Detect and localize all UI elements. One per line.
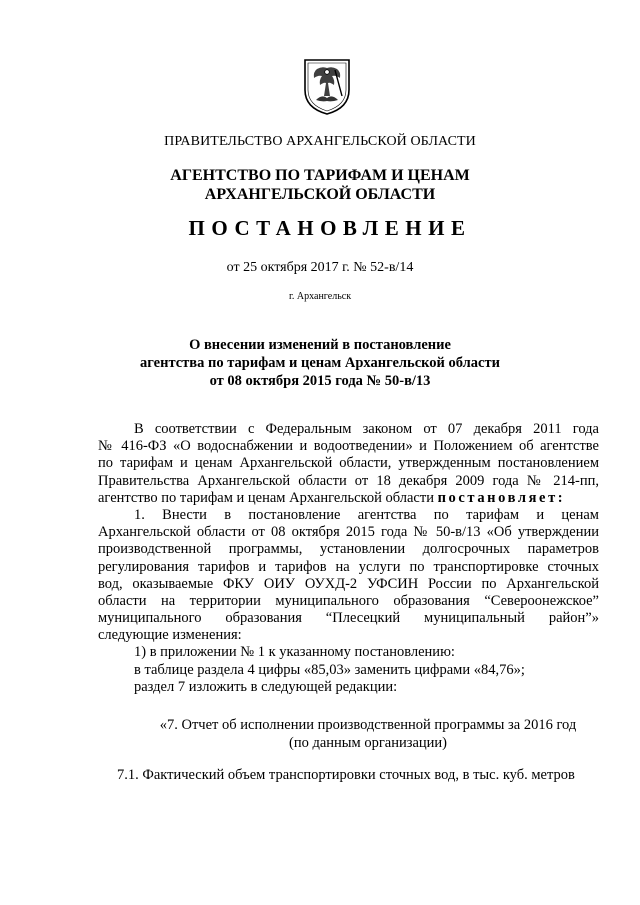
body-line: № 416-ФЗ «О водоснабжении и водоотведении» и Положением об агентстве — [98, 438, 599, 455]
section-title-line1: «7. Отчет об исполнении производственной программы за 2016 год — [159, 717, 577, 733]
body-line-resolution — [98, 490, 599, 507]
body-line: 1. Внести в постановление агентства по тарифам и ценам — [134, 506, 599, 523]
document-type: ПОСТАНОВЛЕНИЕ — [188, 216, 472, 240]
body-line: Архангельской области от 08 октября 2015 года № 50-в/13 «Об утверждении — [98, 524, 599, 541]
subsection-heading: 7.1. Фактический объем транспортировки сточных вод, в тыс. куб. метров — [117, 767, 575, 783]
resolves-word: постановляет: — [437, 489, 566, 506]
section-title — [98, 716, 638, 752]
body-line: Правительства Архангельской области от 18 декабря 2009 года № 214-пп, — [98, 472, 599, 489]
government-name: ПРАВИТЕЛЬСТВО АРХАНГЕЛЬСКОЙ ОБЛАСТИ — [164, 134, 476, 149]
body-line: по тарифам и ценам Архангельской области, утвержденным постановлением — [98, 455, 599, 472]
agency-name — [0, 166, 640, 204]
list-item: 1) в приложении № 1 к указанному постановлению: — [134, 644, 455, 661]
agency-name-line1: АГЕНТСТВО ПО ТАРИФАМ И ЦЕНАМ — [170, 167, 470, 184]
document-date-number: от 25 октября 2017 г. № 52-в/14 — [226, 260, 414, 275]
body-line: производственной программы, установлении долгосрочных параметров — [98, 541, 599, 558]
body-line: вод, оказываемые ФКУ ОИУ ОУХД-2 УФСИН России по Архангельской — [98, 575, 599, 592]
body-line: следующие изменения: — [98, 627, 242, 644]
document-body — [98, 421, 599, 696]
subject-line2: агентства по тарифам и ценам Архангельской области — [140, 355, 500, 371]
document-city: г. Архангельск — [288, 291, 352, 302]
body-line: области на территории муниципального образования “Североонежское” — [98, 592, 599, 609]
subject-line1: О внесении изменений в постановление — [189, 337, 451, 353]
body-line-text: агентство по тарифам и ценам Архангельской области — [98, 489, 434, 506]
list-item: в таблице раздела 4 цифры «85,03» заменить цифрами «84,76»; — [134, 661, 525, 678]
agency-name-line2: АРХАНГЕЛЬСКОЙ ОБЛАСТИ — [204, 186, 436, 203]
coat-of-arms-icon — [302, 56, 352, 116]
body-line: муниципального образования “Плесецкий муниципальный район”» — [98, 610, 599, 627]
subject-line3: от 08 октября 2015 года № 50-в/13 — [209, 373, 431, 389]
document-subject — [0, 336, 640, 390]
body-line: регулирования тарифов и тарифов на услуги по транспортировке сточных — [98, 558, 599, 575]
list-item: раздел 7 изложить в следующей редакции: — [134, 678, 398, 695]
section-title-line2: (по данным организации) — [288, 735, 447, 751]
body-line: В соответствии с Федеральным законом от 07 декабря 2011 года — [134, 421, 599, 437]
